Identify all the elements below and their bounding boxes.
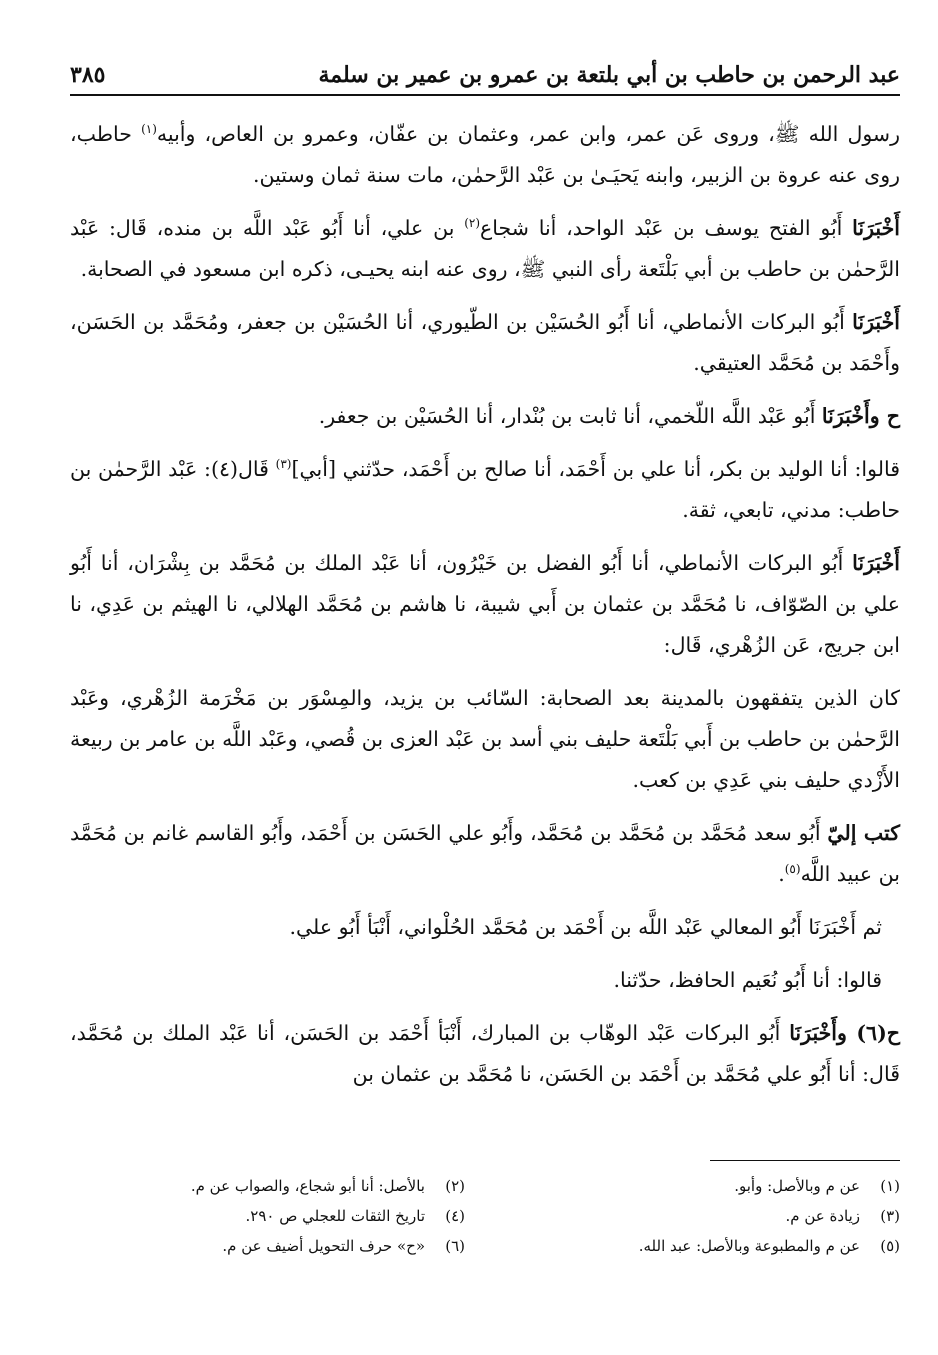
footnote-ref: (١) — [141, 122, 157, 137]
footnote-text: بالأصل: أنا أبو شجاع، والصواب عن م. — [190, 1177, 425, 1195]
paragraph-tail: قَال(٤): عَبْد الرَّحمٰن بن حاطب: مدني، تابعي، ثقة. — [70, 457, 900, 522]
footnote — [505, 1175, 900, 1197]
footnote — [505, 1205, 900, 1227]
paragraph-text: قالوا: أنا أَبُو نُعَيم الحافظ، حدّثنا. — [613, 968, 882, 992]
paragraph-lead: أَخْبَرَنَا — [852, 551, 900, 575]
paragraph — [70, 396, 900, 437]
footnotes — [70, 1175, 900, 1257]
footnote — [70, 1205, 465, 1227]
footnote — [70, 1175, 465, 1197]
paragraph-lead: ح وأَخْبَرَنَا — [821, 404, 900, 428]
footnote — [505, 1235, 900, 1257]
footnote-number: (٣) — [880, 1207, 900, 1225]
paragraph-lead: أَخْبَرَنَا — [852, 216, 900, 240]
paragraph — [70, 907, 900, 948]
footnote-ref: (٢) — [464, 216, 481, 231]
paragraph — [70, 960, 900, 1001]
paragraph-text: أَبُو البركات الأنماطي، أنا أَبُو الحُسَيْن بن الطّيوري، أنا الحُسَيْن بن جعفر، ومُحَمَّد بن الحَسَن، وأَحْمَد بن مُحَمَّد العتيقي. — [70, 310, 900, 375]
footnote-number: (٦) — [445, 1237, 465, 1255]
running-header — [70, 40, 900, 96]
paragraph-text: كان الذين يتفقهون بالمدينة بعد الصحابة: السّائب بن يزيد، والمِسْوَر بن مَخْرَمة الزُهْري، وعَبْد الرَّحمٰن بن حاطب بن أَبي بَلْتَعة حليف بني أسد بن عَبْد العزى بن قُصي، وعَبْد اللَّه بن عامر بن ربيعة الأَزْدي حليف بني عَدِي بن كعب. — [70, 686, 900, 792]
paragraph-lead: كتب إليّ — [827, 821, 900, 845]
footnote-text: تاريخ الثقات للعجلي ص ٢٩٠. — [245, 1207, 425, 1225]
footnote-ref: (٣) — [275, 457, 292, 472]
footnote-text: عن م وبالأصل: وأبو. — [734, 1177, 860, 1195]
paragraph — [70, 543, 900, 666]
footnote-text: زيادة عن م. — [785, 1207, 860, 1225]
paragraph-tail: بن علي، أنا أَبُو عَبْد اللَّه بن منده، قَال: عَبْد الرَّحمٰن بن حاطب بن أبي بَلْتَعة رأى النبي ﷺ، روى عنه ابنه يحيـى، ذكره ابن مسعود في الصحابة. — [70, 216, 900, 281]
paragraph-text: قالوا: أنا الوليد بن بكر، أنا علي بن أَحْمَد، أنا صالح بن أَحْمَد، حدّثني [أبي] — [291, 457, 900, 481]
paragraph — [70, 449, 900, 531]
main-text — [70, 114, 900, 1095]
footnote-number: (٥) — [880, 1237, 900, 1255]
paragraph-tail: . — [778, 862, 785, 886]
paragraph — [70, 114, 900, 196]
paragraph-text: ثم أَخْبَرَنَا أَبُو المعالي عَبْد اللَّه بن أَحْمَد بن مُحَمَّد الحُلْواني، أَنْبَأ أَبُو علي. — [289, 915, 882, 939]
footnote-number: (٢) — [445, 1177, 465, 1195]
paragraph — [70, 813, 900, 895]
paragraph-text: أَبُو البركات الأنماطي، أنا أَبُو الفضل بن خَيْرُون، أنا عَبْد الملك بن مُحَمَّد بن بِشْرَان، أنا أَبُو علي بن الصّوّاف، نا مُحَمَّد بن عثمان بن أَبي شيبة، نا هاشم بن مُحَمَّد الهلالي، نا الهيثم بن عَدِي، نا ابن جريج، عَن الزُهْري، قَال: — [70, 551, 900, 657]
paragraph — [70, 208, 900, 290]
footnote-number: (١) — [880, 1177, 900, 1195]
paragraph — [70, 302, 900, 384]
page-number: ٣٨٥ — [70, 62, 106, 88]
footnote-ref: (٥) — [784, 862, 801, 877]
paragraph-tail: حاطب، روى عنه عروة بن الزبير، وابنه يَحيَـىٰ بن عَبْد الرَّحمٰن، مات سنة ثمان وستين. — [70, 122, 900, 187]
paragraph-text: أَبُو البركات عَبْد الوهّاب بن المبارك، أَنْبَأ أَحْمَد بن الحَسَن، أنا عَبْد الملك بن مُحَمَّد، قَال: أنا أَبُو علي مُحَمَّد بن أَحْمَد بن الحَسَن، نا مُحَمَّد بن عثمان بن — [70, 1021, 900, 1086]
paragraph — [70, 678, 900, 801]
paragraph-text: رسول الله ﷺ، وروى عَن عمر، وابن عمر، وعثمان بن عفّان، وعمرو بن العاص، وأبيه — [156, 122, 900, 146]
paragraph — [70, 1013, 900, 1095]
paragraph-lead: أَخْبَرَنَا — [852, 310, 900, 334]
paragraph-text: أَبُو الفتح يوسف بن عَبْد الواحد، أنا شجاع — [480, 216, 853, 240]
paragraph-lead: ح(٦) وأَخْبَرَنَا — [789, 1021, 900, 1045]
running-title: عبد الرحمن بن حاطب بن أبي بلتعة بن عمرو بن عمير بن سلمة — [318, 62, 900, 88]
footnote-text: «ح» حرف التحويل أضيف عن م. — [222, 1237, 425, 1255]
footnote-divider — [710, 1160, 900, 1161]
footnote-text: عن م والمطبوعة وبالأصل: عبد الله. — [638, 1237, 860, 1255]
page — [70, 40, 900, 1330]
footnote — [70, 1235, 465, 1257]
paragraph-text: أَبُو عَبْد اللَّه اللّخمي، أنا ثابت بن بُنْدار، أنا الحُسَيْن بن جعفر. — [318, 404, 822, 428]
paragraph-text: أَبُو سعد مُحَمَّد بن مُحَمَّد بن مُحَمَّد، وأَبُو علي الحَسَن بن أَحْمَد، وأَبُو القاسم غانم بن مُحَمَّد بن عبيد اللَّه — [70, 821, 900, 886]
footnote-number: (٤) — [445, 1207, 465, 1225]
